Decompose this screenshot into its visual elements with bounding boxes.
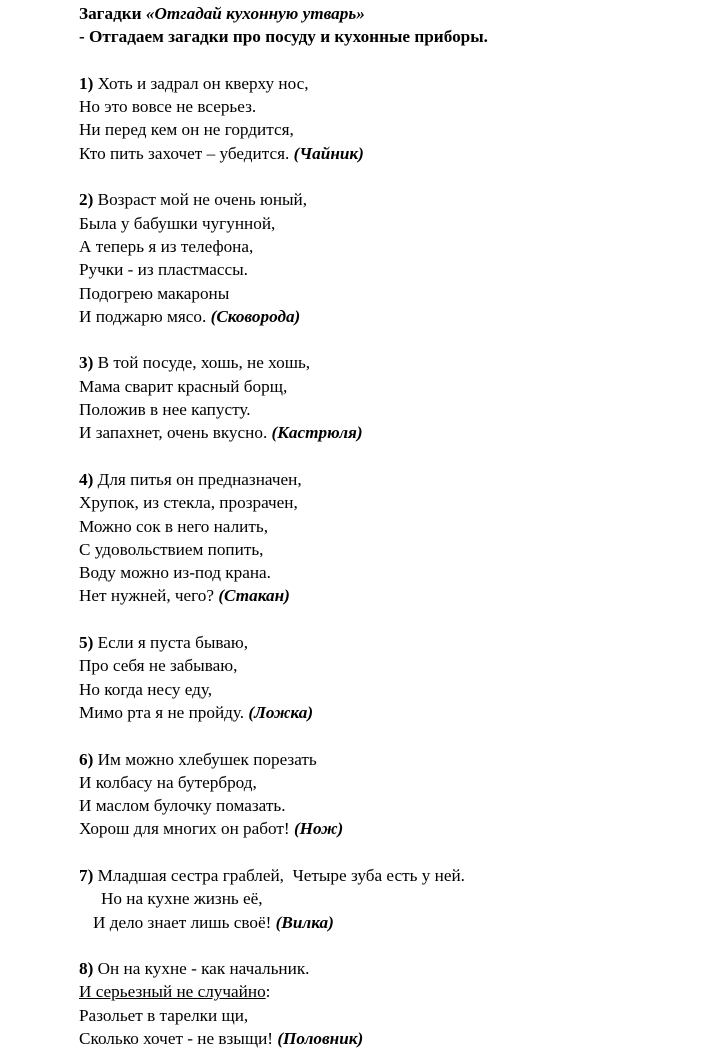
riddle-line: С удовольствием попить, bbox=[79, 539, 264, 559]
riddle-line: Сколько хочет - не взыщи! (Половник) bbox=[79, 1029, 364, 1049]
title-italic: «Отгадай кухонную утварь» bbox=[145, 4, 365, 23]
underlined-text: И серьезный не случайно bbox=[79, 982, 266, 1002]
document-subtitle: - Отгадаем загадки про посуду и кухонные приборы. bbox=[79, 27, 488, 47]
riddle-answer: (Кастрюля) bbox=[271, 423, 363, 443]
riddle-line: Мимо рта я не пройду. (Ложка) bbox=[79, 702, 314, 722]
riddle-number: 5) bbox=[79, 633, 94, 653]
riddle-line: Нет нужней, чего? (Стакан) bbox=[79, 586, 290, 606]
riddle-line: Хорош для многих он работ! (Нож) bbox=[79, 819, 344, 839]
riddle-line: Кто пить захочет – убедится. (Чайник) bbox=[79, 143, 364, 163]
riddle-number: 6) bbox=[79, 749, 94, 769]
riddle-line: Ни перед кем он не гордится, bbox=[79, 120, 294, 140]
riddle-line: 8) Он на кухне - как начальник. bbox=[79, 959, 310, 979]
riddle-7 bbox=[79, 864, 689, 934]
riddle-line: И дело знает лишь своё! (Вилка) bbox=[93, 912, 334, 932]
riddle-line: 1) Хоть и задрал он кверху нос, bbox=[79, 73, 309, 93]
riddle-line: И маслом булочку помазать. bbox=[79, 796, 286, 816]
riddle-line: И поджарю мясо. (Сковорода) bbox=[79, 306, 301, 326]
riddle-line: 3) В той посуде, хошь, не хошь, bbox=[79, 353, 311, 373]
riddle-line: А теперь я из телефона, bbox=[79, 236, 254, 256]
riddle-number: 7) bbox=[79, 865, 94, 885]
riddle-number: 3) bbox=[79, 353, 94, 373]
riddle-line: 5) Если я пуста бываю, bbox=[79, 633, 249, 653]
document-header bbox=[79, 2, 689, 49]
riddle-line: 2) Возраст мой не очень юный, bbox=[79, 190, 308, 210]
riddle-line: Подогрею макароны bbox=[79, 283, 230, 303]
riddle-answer: (Чайник) bbox=[293, 143, 364, 163]
riddle-line: Хрупок, из стекла, прозрачен, bbox=[79, 493, 298, 513]
riddle-8 bbox=[79, 957, 689, 1050]
riddle-answer: (Стакан) bbox=[218, 586, 290, 606]
riddle-line: Но на кухне жизнь её, bbox=[101, 889, 263, 909]
riddle-line: Была у бабушки чугунной, bbox=[79, 213, 276, 233]
riddle-answer: (Половник) bbox=[277, 1029, 364, 1049]
riddle-answer: (Вилка) bbox=[275, 912, 334, 932]
riddle-6 bbox=[79, 748, 689, 841]
title-prefix: Загадки bbox=[79, 4, 146, 23]
riddle-line: Мама сварит красный борщ, bbox=[79, 376, 288, 396]
riddle-line: Но это вовсе не всерьез. bbox=[79, 97, 257, 117]
riddle-line: Про себя не забываю, bbox=[79, 656, 238, 676]
riddle-number: 4) bbox=[79, 469, 94, 489]
riddle-1 bbox=[79, 72, 689, 165]
riddle-line: И серьезный не случайно: bbox=[79, 982, 271, 1002]
riddle-line: И запахнет, очень вкусно. (Кастрюля) bbox=[79, 423, 363, 443]
riddle-answer: (Ложка) bbox=[248, 702, 314, 722]
riddle-number: 1) bbox=[79, 73, 94, 93]
riddle-line: Воду можно из-под крана. bbox=[79, 563, 271, 583]
riddle-line: 4) Для питья он предназначен, bbox=[79, 469, 302, 489]
riddle-number: 2) bbox=[79, 190, 94, 210]
riddle-line: И колбасу на бутерброд, bbox=[79, 772, 257, 792]
document-page bbox=[79, 2, 689, 1050]
document-title bbox=[79, 2, 689, 25]
riddle-answer: (Нож) bbox=[293, 819, 344, 839]
riddle-line: Положив в нее капусту. bbox=[79, 400, 251, 420]
riddle-line: Разольет в тарелки щи, bbox=[79, 1005, 249, 1025]
riddle-number: 8) bbox=[79, 959, 94, 979]
riddle-5 bbox=[79, 631, 689, 724]
riddle-line: Ручки - из пластмассы. bbox=[79, 260, 248, 280]
riddle-4 bbox=[79, 468, 689, 608]
riddle-2 bbox=[79, 188, 689, 328]
riddle-3 bbox=[79, 351, 689, 444]
riddle-line: Но когда несу еду, bbox=[79, 679, 213, 699]
riddle-line: 7) Младшая сестра граблей, Четыре зуба есть у ней. bbox=[79, 865, 465, 885]
riddle-answer: (Сковорода) bbox=[210, 306, 301, 326]
riddle-line: 6) Им можно хлебушек порезать bbox=[79, 749, 317, 769]
riddle-line: Можно сок в него налить, bbox=[79, 516, 269, 536]
